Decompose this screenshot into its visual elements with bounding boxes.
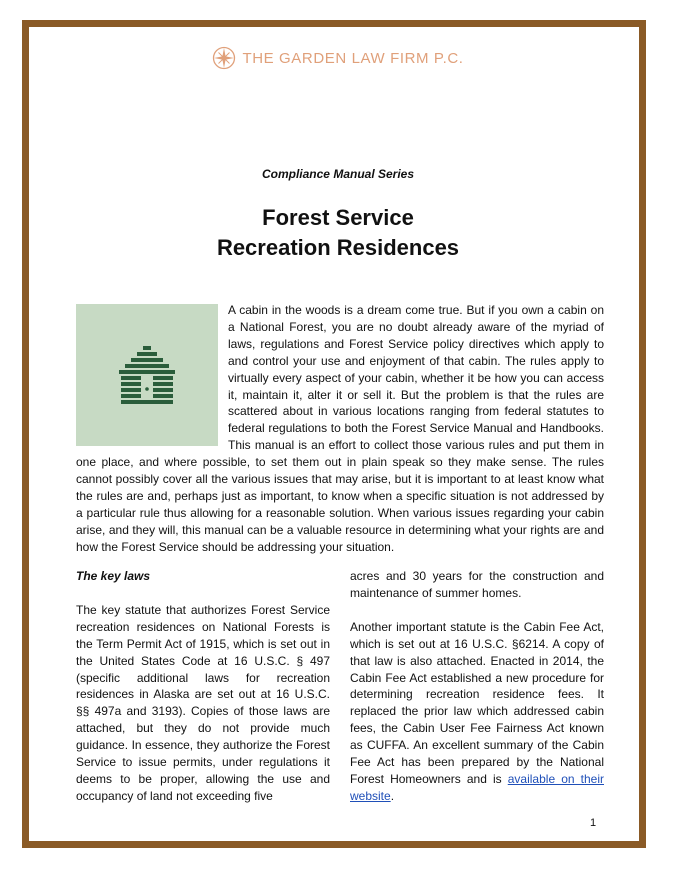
cabin-fee-text: Another important statute is the Cabin Fee Act, which is set out at 16 U.S.C. §6214. A copy of that law is also attached. Enacted in 2014, the Cabin Fee Act established a new procedure for determining recreation residence fees. It replaced the prior law which addressed cabin fees, the Cabin User Fee Fairness Act known as CUFFA. An excellent summary of the Cabin Fee Act has been prepared by the National Forest Homeowners and is	[350, 619, 604, 786]
cabin-fee-paragraph	[350, 619, 604, 805]
series-label: Compliance Manual Series	[261, 167, 415, 181]
firm-logo	[0, 46, 676, 70]
title-line-2: Recreation Residences	[216, 235, 460, 260]
intro-section	[76, 302, 604, 556]
firm-name: THE GARDEN LAW FIRM P.C.	[242, 49, 464, 67]
left-column	[76, 568, 330, 822]
cabin-figure	[76, 304, 218, 446]
two-column-body	[76, 568, 604, 822]
log-cabin-icon	[112, 346, 182, 404]
nfh-website-link[interactable]: available on their website	[350, 771, 604, 803]
section-heading-key-laws: The key laws	[76, 569, 151, 583]
continuation-paragraph: acres and 30 years for the construction and maintenance of summer homes.	[350, 569, 604, 600]
right-column	[350, 568, 604, 822]
page-title	[0, 203, 676, 263]
title-line-1: Forest Service	[262, 205, 414, 230]
compass-rose-icon	[212, 46, 236, 70]
trailing-punctuation: .	[390, 788, 395, 803]
intro-paragraph: A cabin in the woods is a dream come true. But if you own a cabin on a National Forest, you are no doubt already aware of the myriad of laws, regulations and Forest Service policy directives which apply to and control your use and enjoyment of that cabin. The rules apply to virtually every aspect of your cabin, whether it be how you can access it, maintain it, alter it or sell it. But the problem is that the rules are scattered about in various locations ranging from federal statutes to federal regulations to both the Forest Service Manual and Handbooks. This manual is an effort to collect those various rules and put them in one place, and where possible, to set them out in plain speak so they make sense. The rules cannot possibly cover all the various issues that may arise, but it is important to at least know what the rules are and, perhaps just as important, to know when a specific situation is not addressed by a particular rule thus allowing for a reasonable solution. When various issues regarding your cabin arise, and they will, this manual can be a valuable resource in determining what your rights are and how the Forest Service should be addressing your situation.	[76, 303, 604, 554]
key-statute-paragraph: The key statute that authorizes Forest Service recreation residences on National Forests is the Term Permit Act of 1915, which is set out in the United States Code at 16 U.S.C. § 497 (specific additional laws for recreation residences in Alaska are set out at 16 U.S.C. §§ 497a and 3193). Copies of those laws are attached, but they do not provide much guidance. In essence, they authorize the Forest Service to issue permits, under regulations it deems to be proper, allowing the use and occupancy of land not exceeding five	[76, 602, 330, 803]
page-number: 1	[590, 817, 597, 829]
